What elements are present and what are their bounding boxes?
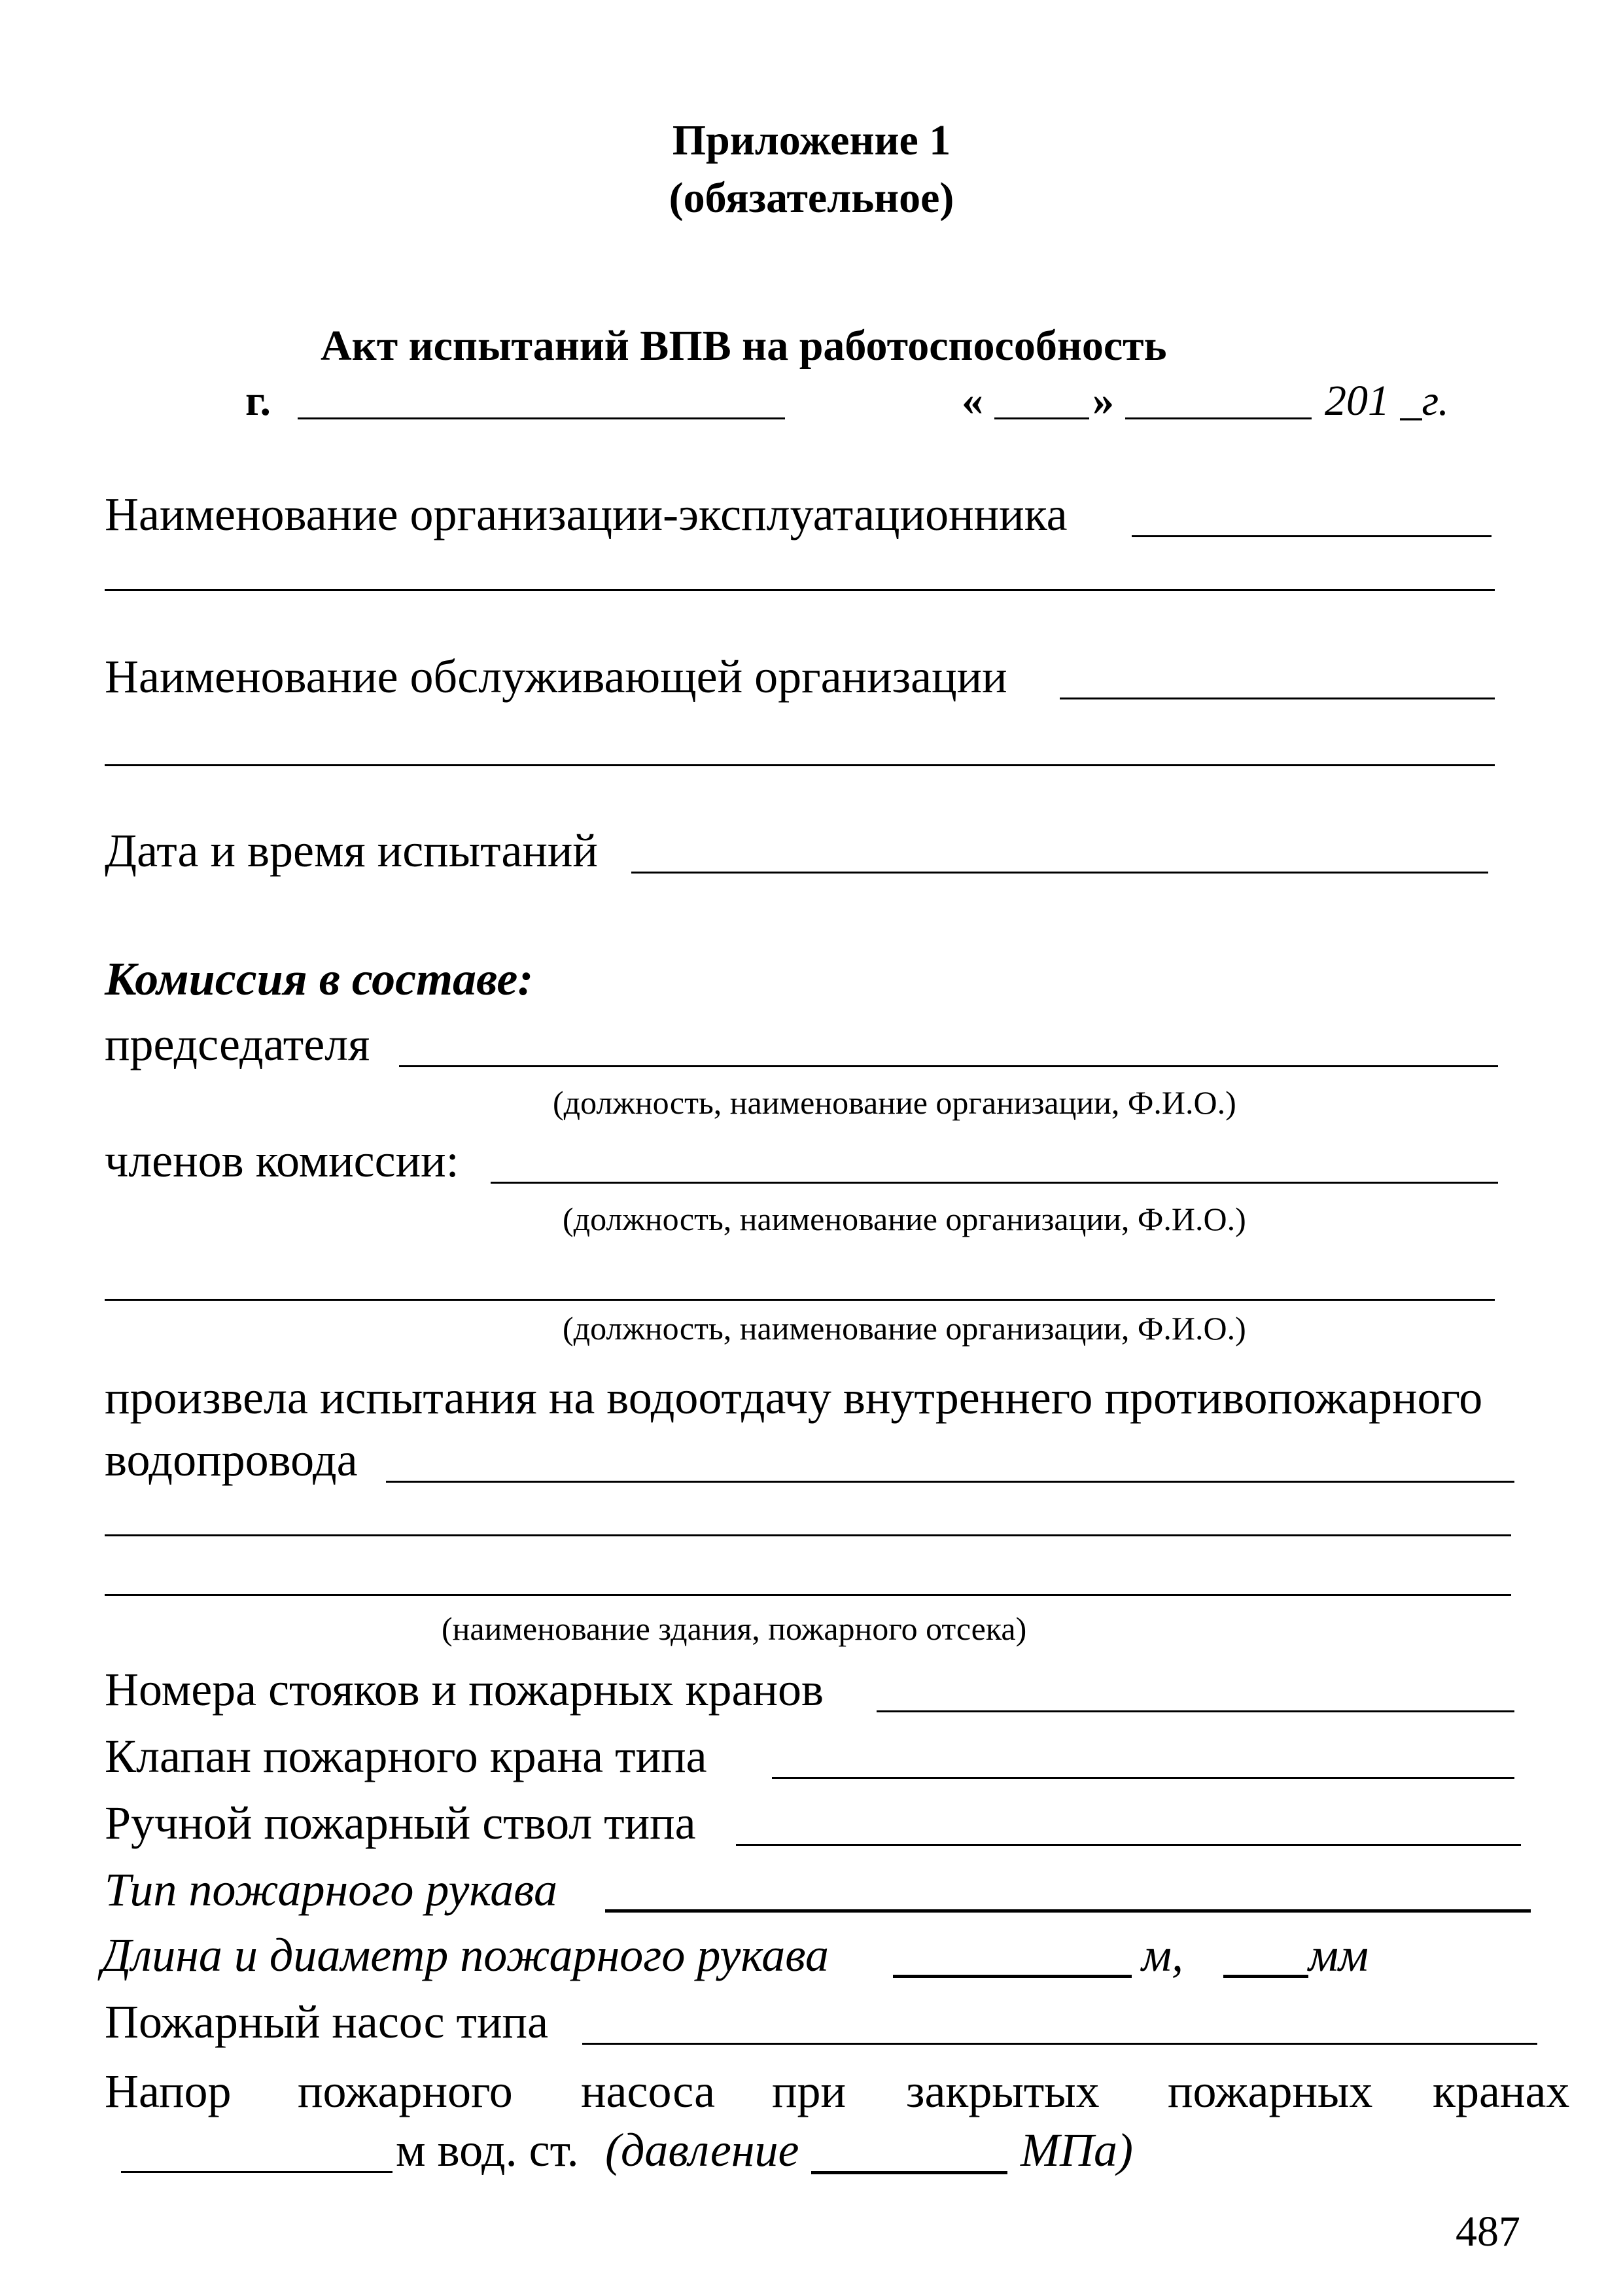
operator-org-blank[interactable]	[1132, 535, 1492, 537]
operator-org-label: Наименование организации-эксплуатационника	[105, 488, 1068, 540]
pump-label: Пожарный насос типа	[105, 1996, 549, 2048]
pressure-word-6: пожарных	[1168, 2065, 1373, 2117]
pressure-water-blank[interactable]	[121, 2171, 393, 2173]
building-blank[interactable]	[386, 1481, 1514, 1483]
quote-close: »	[1092, 377, 1114, 425]
document-title: Акт испытаний ВПВ на работоспособность	[321, 322, 1167, 370]
appendix-mandatory: (обязательное)	[669, 174, 954, 222]
commission-heading: Комиссия в составе:	[105, 953, 534, 1005]
pressure-word-3: насоса	[581, 2065, 716, 2117]
pressure-word-1: Напор	[105, 2065, 232, 2117]
month-blank[interactable]	[1125, 417, 1312, 419]
city-prefix: г.	[245, 377, 271, 425]
building-blank-3[interactable]	[105, 1594, 1511, 1596]
operator-org-blank-2[interactable]	[105, 589, 1495, 591]
chairman-blank[interactable]	[399, 1065, 1498, 1067]
valve-label: Клапан пожарного крана типа	[105, 1730, 707, 1782]
service-org-blank[interactable]	[1060, 698, 1495, 699]
test-datetime-label: Дата и время испытаний	[105, 824, 598, 877]
city-blank[interactable]	[298, 417, 785, 419]
valve-blank[interactable]	[772, 1777, 1514, 1779]
building-hint: (наименование здания, пожарного отсека)	[442, 1610, 1027, 1647]
members-hint-2: (должность, наименование организации, Ф.И.О.)	[563, 1310, 1246, 1347]
nozzle-blank[interactable]	[736, 1844, 1521, 1846]
members-label: членов комиссии:	[105, 1135, 459, 1187]
test-datetime-blank[interactable]	[631, 872, 1488, 874]
pressure-word-4: при	[772, 2065, 846, 2117]
risers-blank[interactable]	[877, 1710, 1514, 1712]
service-org-blank-2[interactable]	[105, 764, 1495, 766]
day-blank[interactable]	[994, 417, 1089, 419]
members-blank[interactable]	[491, 1182, 1498, 1184]
risers-label: Номера стояков и пожарных кранов	[105, 1663, 824, 1716]
appendix-title: Приложение 1	[672, 116, 951, 164]
pressure-word-5: закрытых	[906, 2065, 1100, 2117]
nozzle-label: Ручной пожарный ствол типа	[105, 1797, 696, 1849]
quote-open: «	[962, 377, 983, 425]
pressure-mpa-blank[interactable]	[811, 2171, 1007, 2174]
unit-water-column: м вод. ст.	[396, 2124, 579, 2176]
hose-diameter-blank[interactable]	[1223, 1975, 1308, 1978]
hose-type-label: Тип пожарного рукава	[105, 1863, 558, 1916]
unit-mm: мм	[1308, 1929, 1369, 1981]
year-text: 201 _г.	[1325, 377, 1449, 425]
unit-m: м,	[1142, 1929, 1183, 1981]
pressure-word-7: кранах	[1433, 2065, 1570, 2117]
members-hint: (должность, наименование организации, Ф.И.О.)	[563, 1201, 1246, 1237]
pump-blank[interactable]	[582, 2043, 1537, 2045]
unit-mpa: МПа)	[1021, 2124, 1133, 2176]
building-blank-2[interactable]	[105, 1534, 1511, 1536]
tests-sentence-line1: произвела испытания на водоотдачу внутреннего противопожарного	[105, 1371, 1483, 1424]
tests-sentence-line2: водопровода	[105, 1434, 358, 1486]
pressure-label: (давление	[605, 2124, 799, 2176]
members-blank-2[interactable]	[105, 1299, 1495, 1301]
pressure-word-2: пожарного	[298, 2065, 513, 2117]
chairman-hint: (должность, наименование организации, Ф.И.О.)	[553, 1084, 1236, 1121]
hose-length-label: Длина и диаметр пожарного рукава	[101, 1929, 829, 1981]
hose-type-blank[interactable]	[605, 1909, 1531, 1913]
page-number: 487	[1456, 2208, 1520, 2255]
hose-length-blank[interactable]	[893, 1975, 1132, 1978]
chairman-label: председателя	[105, 1018, 370, 1070]
service-org-label: Наименование обслуживающей организации	[105, 650, 1007, 703]
